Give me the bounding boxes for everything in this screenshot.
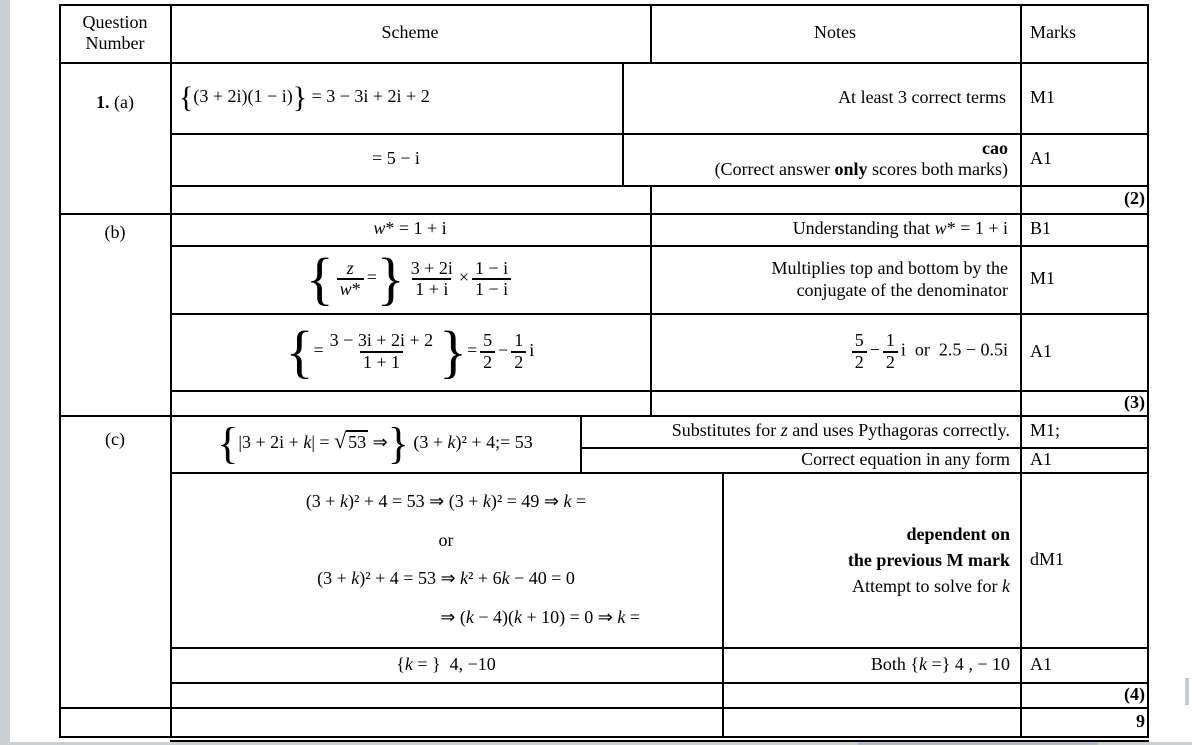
scheme-b1 bbox=[172, 215, 648, 243]
notes-b1 bbox=[652, 215, 1018, 243]
marks-c3-value: dM1 bbox=[1030, 548, 1065, 569]
marks-c1 bbox=[1022, 417, 1153, 445]
notes-a1-text: At least 3 correct terms bbox=[838, 86, 1006, 107]
marks-c2-value: A1 bbox=[1030, 448, 1052, 469]
marks-c2 bbox=[1022, 449, 1153, 470]
marks-b1-value: B1 bbox=[1030, 218, 1052, 239]
header-scheme bbox=[172, 6, 648, 60]
notes-c3-line2: the previous M mark bbox=[847, 549, 1010, 570]
scheme-c3-equation2: (3 + k)² + 4 = 53 ⇒ k² + 6k − 40 = 0 bbox=[317, 568, 575, 589]
notes-c1-text: Substitutes for z and uses Pythagoras correctly. bbox=[671, 420, 1010, 441]
marks-total-b bbox=[1022, 392, 1152, 413]
marks-a2 bbox=[1022, 135, 1153, 183]
notes-c3-line1: dependent on bbox=[906, 523, 1010, 544]
marks-question-total-value: 9 bbox=[1136, 710, 1145, 731]
table-border-line bbox=[170, 682, 1149, 684]
question-number-1a bbox=[61, 64, 169, 239]
question-number-1b-label: (b) bbox=[104, 222, 126, 242]
header-marks bbox=[1022, 6, 1153, 60]
marks-c3 bbox=[1022, 474, 1153, 645]
scheme-c3-equation3: ⇒ (k − 4)(k + 10) = 0 ⇒ k = bbox=[440, 606, 640, 627]
marks-total-c-value: (4) bbox=[1124, 683, 1145, 704]
notes-b2-line1: Multiplies top and bottom by the bbox=[771, 258, 1008, 278]
marks-total-a bbox=[1022, 187, 1152, 211]
marks-b3 bbox=[1022, 315, 1153, 388]
notes-a2-line1: cao bbox=[982, 138, 1008, 158]
scheme-c3 bbox=[172, 474, 720, 645]
question-number-1a-label: 1. (a) bbox=[96, 92, 134, 112]
notes-c2-text: Correct equation in any form bbox=[801, 448, 1010, 469]
right-edge-artifact bbox=[1185, 678, 1189, 705]
table-border-line bbox=[170, 390, 1149, 392]
marks-a2-value: A1 bbox=[1030, 148, 1052, 169]
scheme-b2-expression: { $\frac{z}{w*}$ =} $\frac{3 + 2i}{1 + i}$ × $\frac{1 - i}{1 - i}$ bbox=[172, 250, 648, 308]
notes-c3-line3: Attempt to solve for k bbox=[852, 575, 1010, 596]
header-notes bbox=[652, 6, 1018, 60]
notes-c3 bbox=[724, 474, 1018, 645]
scheme-a1 bbox=[172, 64, 627, 131]
notes-c2 bbox=[582, 449, 1018, 470]
left-page-margin bbox=[0, 0, 10, 745]
header-question-number bbox=[61, 6, 169, 60]
marks-b2 bbox=[1022, 247, 1153, 311]
marks-total-b-value: (3) bbox=[1124, 391, 1145, 412]
notes-b3 bbox=[652, 315, 1018, 388]
question-number-1c-label: (c) bbox=[105, 429, 125, 449]
marks-c4-value: A1 bbox=[1030, 653, 1052, 674]
scheme-c1 bbox=[172, 417, 578, 470]
notes-b2-line2: conjugate of the denominator bbox=[796, 280, 1008, 300]
scheme-a1-expression: {(3 + 2i)(1 − i)} = 3 − 3i + 2i + 2 bbox=[179, 80, 430, 114]
scheme-b1-expression: w* = 1 + i bbox=[373, 218, 447, 239]
question-number-1b bbox=[61, 215, 169, 420]
notes-b3-text: $\frac{5}{2}$ − $\frac{1}{2}$ i or 2.5 − 0.5i bbox=[652, 331, 1008, 372]
notes-c4-text: Both {k =} 4 , − 10 bbox=[870, 653, 1010, 674]
header-scheme-label: Scheme bbox=[381, 22, 439, 43]
marks-a1-value: M1 bbox=[1030, 86, 1056, 107]
notes-c4 bbox=[724, 649, 1018, 680]
scheme-b3 bbox=[172, 315, 648, 388]
notes-a2-line2: (Correct answer only scores both marks) bbox=[714, 159, 1008, 179]
marks-a1 bbox=[1022, 64, 1153, 131]
scheme-c3-or: or bbox=[438, 529, 454, 550]
scheme-c4-expression: {k = } 4, −10 bbox=[396, 653, 496, 674]
scheme-c3-equation1: (3 + k)² + 4 = 53 ⇒ (3 + k)² = 49 ⇒ k = bbox=[305, 491, 587, 512]
table-border-line bbox=[59, 707, 1149, 709]
scheme-b2 bbox=[172, 247, 648, 311]
header-marks-label: Marks bbox=[1030, 22, 1076, 43]
notes-b1-text: Understanding that w* = 1 + i bbox=[792, 218, 1008, 239]
marks-total-c bbox=[1022, 684, 1152, 705]
question-number-1c bbox=[61, 417, 169, 717]
notes-b2 bbox=[652, 247, 1018, 311]
header-notes-label: Notes bbox=[814, 22, 856, 43]
marks-b2-value: M1 bbox=[1030, 268, 1056, 289]
table-border-line bbox=[170, 185, 1149, 187]
scheme-c1-expression: {|3 + 2i + k| = √ 53 ⇒} (3 + k)² + 4;= 53 bbox=[217, 418, 533, 468]
marks-question-total bbox=[1022, 709, 1154, 734]
scheme-c4 bbox=[172, 649, 720, 680]
scheme-a2-expression: = 5 − i bbox=[372, 148, 420, 169]
marks-total-a-value: (2) bbox=[1124, 188, 1145, 209]
scheme-b3-expression: {= $\frac{3 - 3i + 2i + 2}{1 + 1}$ }= $\frac{5}{2}$ − $\frac{1}{2}$ i bbox=[285, 318, 535, 384]
scheme-a2 bbox=[172, 135, 620, 183]
header-question-number-label: Question Number bbox=[82, 11, 148, 53]
table-border-line bbox=[59, 736, 1149, 738]
marks-c1-value: M1; bbox=[1030, 420, 1061, 441]
marks-c4 bbox=[1022, 649, 1153, 680]
notes-a2 bbox=[624, 135, 1018, 183]
marks-b1 bbox=[1022, 215, 1153, 243]
marks-b3-value: A1 bbox=[1030, 340, 1052, 361]
notes-c1 bbox=[582, 417, 1018, 445]
next-table-top-border bbox=[170, 740, 1149, 742]
notes-a1 bbox=[624, 64, 1018, 131]
